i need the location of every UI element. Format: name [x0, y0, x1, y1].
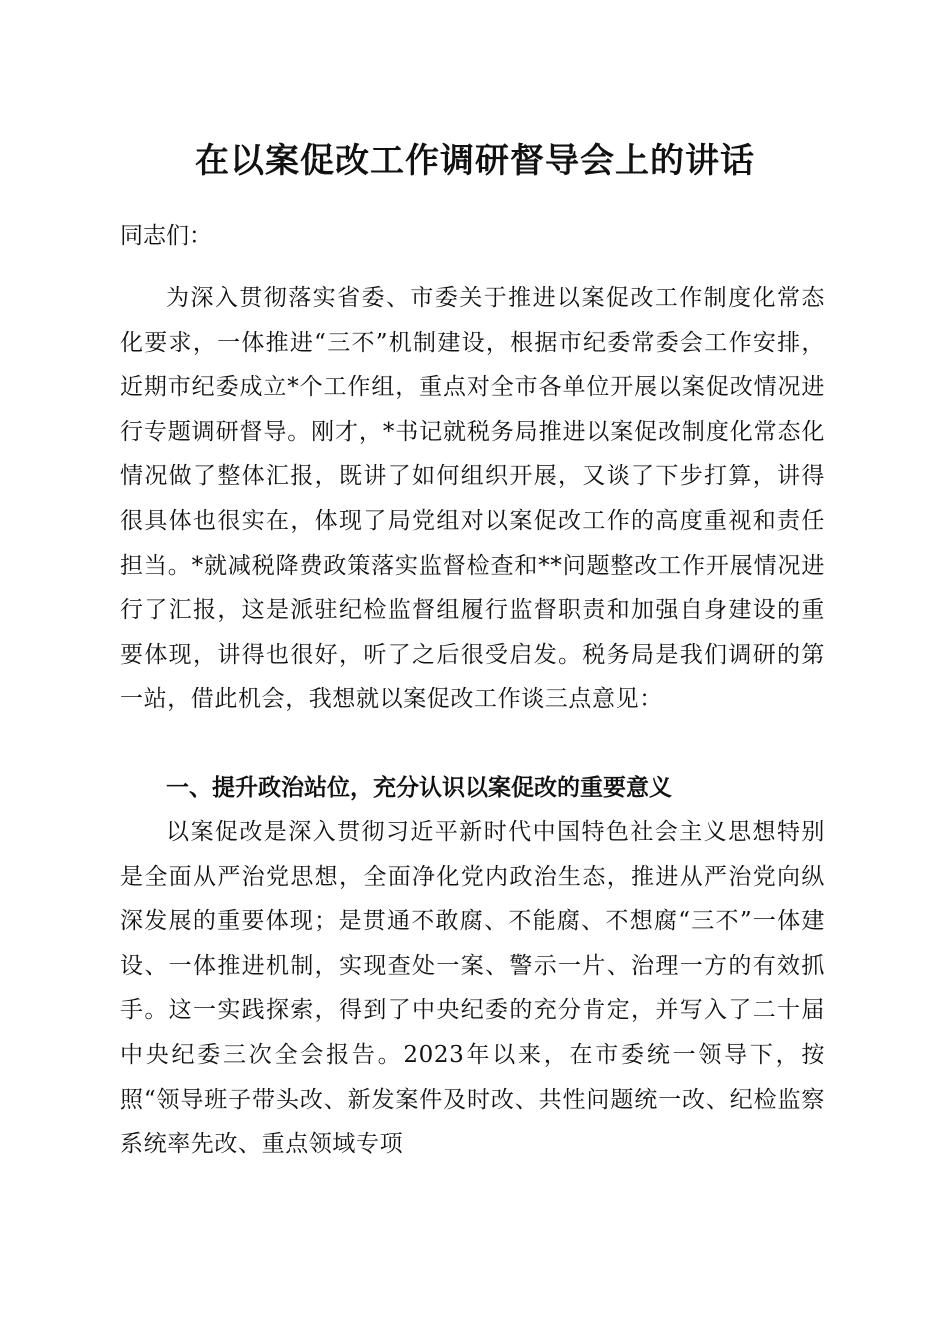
body-paragraph-2: 以案促改是深入贯彻习近平新时代中国特色社会主义思想特别是全面从严治党思想，全面净化党内政治生态，推进从严治党向纵深发展的重要体现；是贯通不敢腐、不能腐、不想腐“三不”一体建设、一体推进机制，实现查处一案、警示一片、治理一方的有效抓手。这一实践探索，得到了中央纪委的充分肯定，并写入了二十届中央纪委三次全会报告。2023年以来，在市委统一领导下，按照“领导班子带头改、新发案件及时改、共性问题统一改、纪检监察系统率先改、重点领域专项 [120, 819, 825, 1158]
document-title: 在以案促改工作调研督导会上的讲话 [195, 141, 755, 181]
body-paragraph-1: 为深入贯彻落实省委、市委关于推进以案促改工作制度化常态化要求，一体推进“三不”机制建设，根据市纪委常委会工作安排，近期市纪委成立*个工作组，重点对全市各单位开展以案促改情况进行专题调研督导。刚才，*书记就税务局推进以案促改制度化常态化情况做了整体汇报，既讲了如何组织开展，又谈了下步打算，讲得很具体也很实在，体现了局党组对以案促改工作的高度重视和责任担当。*就减税降费政策落实监督检查和**问题整改工作开展情况进行了汇报，这是派驻纪检监督组履行监督职责和加强自身建设的重要体现，讲得也很好，听了之后很受启发。税务局是我们调研的第一站，借此机会，我想就以案促改工作谈三点意见： [120, 285, 825, 713]
salutation: 同志们： [120, 223, 212, 249]
section-heading-1: 一、提升政治站位，充分认识以案促改的重要意义 [166, 775, 672, 801]
